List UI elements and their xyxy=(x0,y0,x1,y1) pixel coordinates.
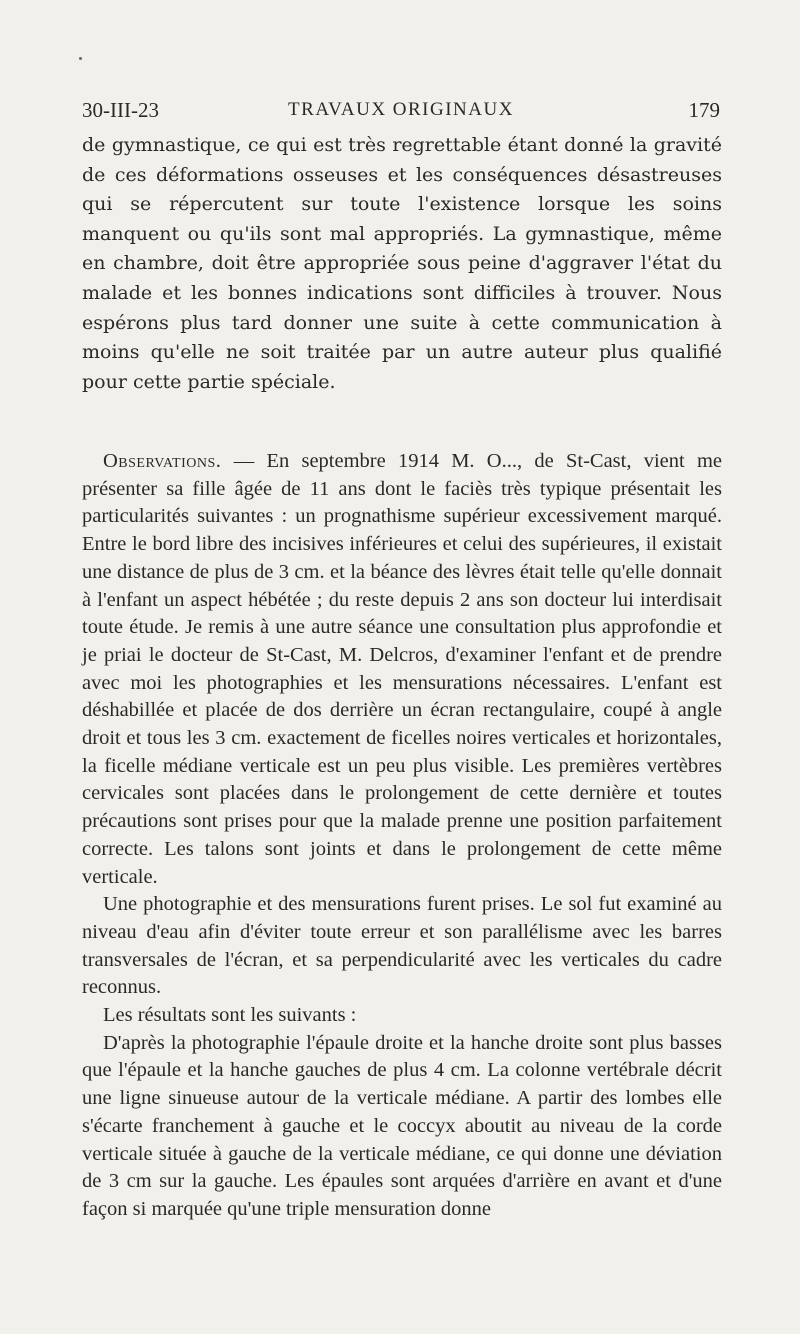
observations-paragraph: Les résultats sont les suivants : xyxy=(103,1004,357,1027)
print-speck xyxy=(79,57,82,60)
observations-section xyxy=(82,448,722,1224)
observations-first-paragraph xyxy=(82,448,722,891)
page-number: 179 xyxy=(688,98,720,122)
observations-paragraph: Une photographie et des mensurations furent prises. Le sol fut examiné au niveau d'eau afin d'éviter toute erreur et son parallélisme avec les barres transversales de l'écran, et sa perpendicularité avec les verticales du cadre reconnus. xyxy=(82,893,722,999)
running-head-section: TRAVAUX ORIGINAUX xyxy=(288,99,514,120)
intro-text xyxy=(82,131,722,397)
observations-heading: Observations. xyxy=(103,450,222,472)
running-head-date: 30-III-23 xyxy=(82,98,159,122)
observations-first-paragraph-text: — En septembre 1914 M. O..., de St-Cast, vient me présenter sa fille âgée de 11 ans dont le faciès très typique présentait les particularités suivantes : un prognathisme supérieur excessivement marqué. Entre le bord libre des incisives inférieures et celui des supérieures, il existait une distance de plus de 3 cm. et la béance des lèvres était telle qu'elle donnait à l'enfant un aspect hébétée ; du reste depuis 2 ans son docteur lui interdisait toute étude. Je remis à une autre séance une consultation plus approfondie et je priai le docteur de St-Cast, M. Delcros, d'examiner l'enfant et de prendre avec moi les photographies et les mensurations nécessaires. L'enfant est déshabillée et placée de dos derrière un écran rectangulaire, coupé à angle droit et tous les 3 cm. exactement de ficelles noires verticales et horizontales, la ficelle médiane verticale est un peu plus visible. Les premières vertèbres cervicales sont placées dans le prolongement de cette dernière et toutes précautions sont prises pour que la malade prenne une position parfaitement correcte. Les talons sont joints et dans le prolongement de cette même verticale. xyxy=(82,450,723,888)
running-head xyxy=(82,96,720,124)
observations-paragraph: D'après la photographie l'épaule droite et la hanche droite sont plus basses que l'épaule et la hanche gauches de plus 4 cm. La colonne vertébrale décrit une ligne sinueuse autour de la verticale médiane. A partir des lombes elle s'écarte franchement à gauche et le coccyx aboutit au niveau de la corde verticale située à gauche de la verticale médiane, ce qui donne une déviation de 3 cm sur la gauche. Les épaules sont arquées d'arrière en avant et d'une façon si marquée qu'une triple mensuration donne xyxy=(82,1031,722,1220)
intro-paragraph: de gymnastique, ce qui est très regrettable étant donné la gravité de ces déformations osseuses et les conséquences désastreuses qui se répercutent sur toute l'existence lorsque les soins manquent ou qu'ils sont mal appropriés. La gymnastique, même en chambre, doit être appropriée sous peine d'aggraver l'état du malade et les bonnes indications sont difficiles à trouver. Nous espérons plus tard donner une suite à cette communication à moins qu'elle ne soit traitée par un autre auteur plus qualifié pour cette partie spéciale. xyxy=(82,134,722,393)
